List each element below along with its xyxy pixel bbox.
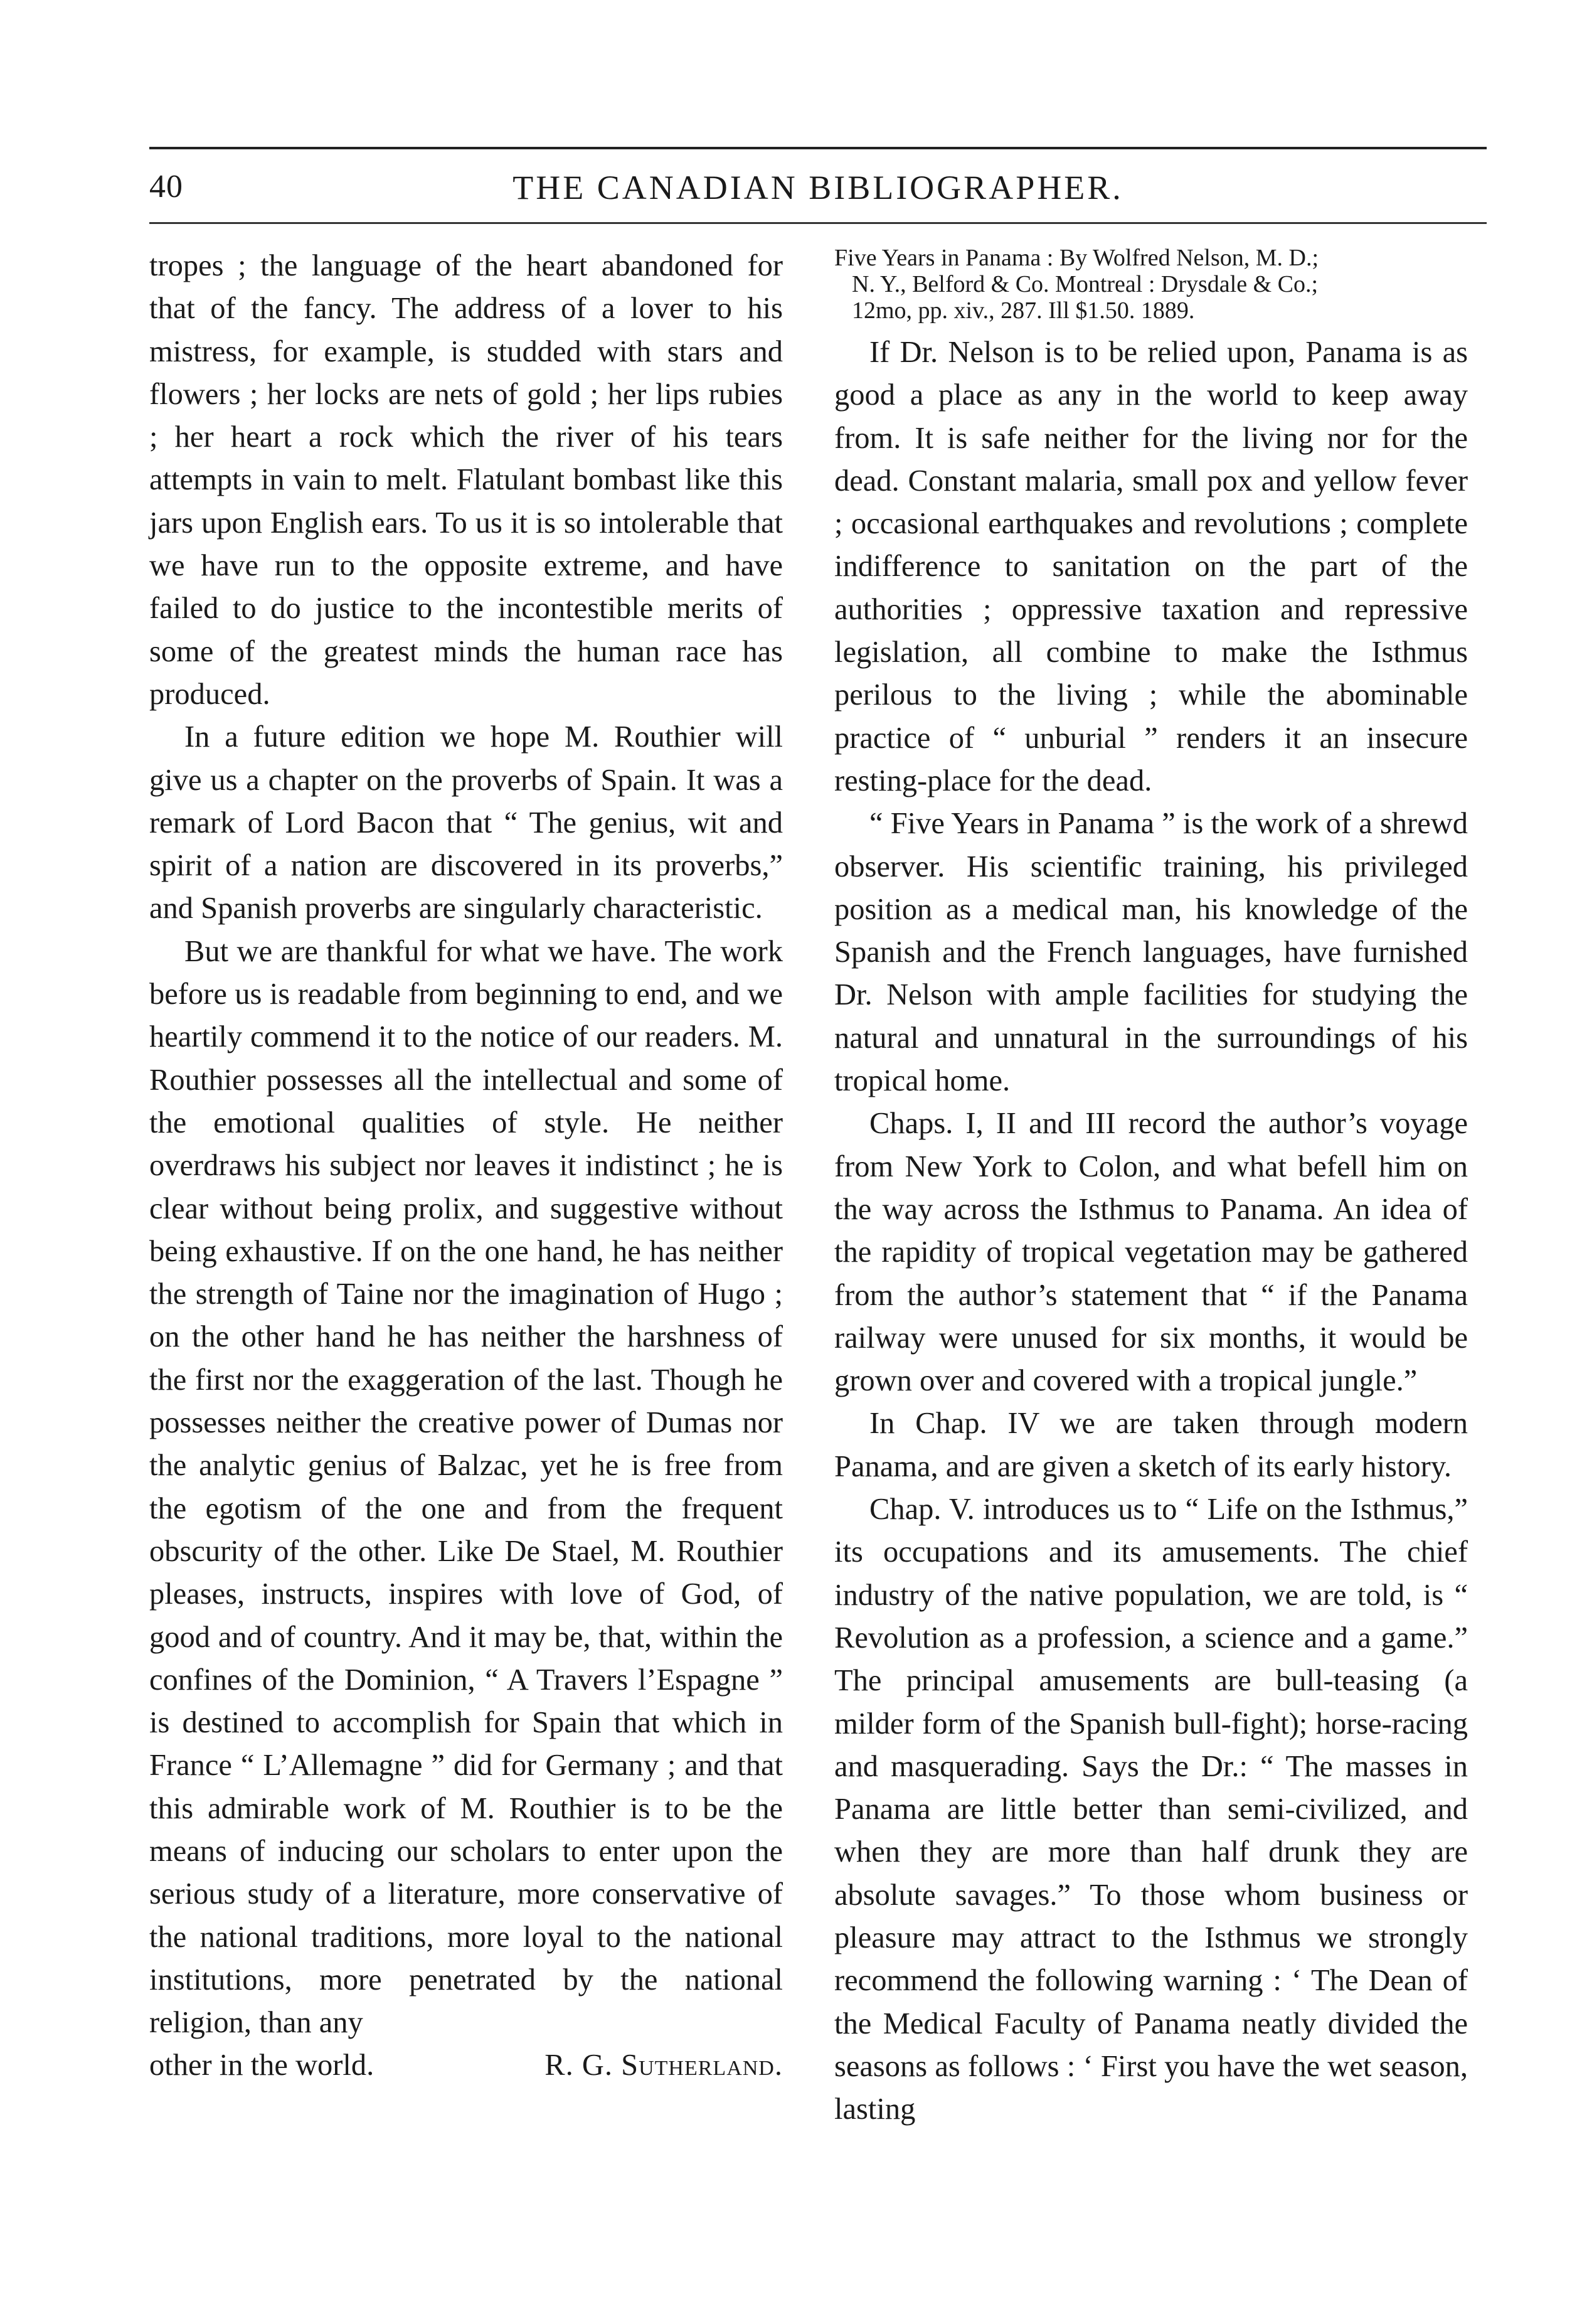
top-rule: [149, 147, 1487, 149]
right-column: [834, 245, 1468, 2131]
citation-line: 12mo, pp. xiv., 287. Ill $1.50. 1889.: [852, 297, 1195, 324]
closing-text: other in the world.: [149, 2049, 374, 2082]
page-number: 40: [149, 169, 183, 205]
left-column: [149, 245, 783, 2087]
page-header: [149, 168, 1487, 218]
book-citation: [834, 245, 1468, 324]
paragraph: In Chap. IV we are taken through modern Panama, and are given a sketch of its early history.: [834, 1407, 1468, 1483]
running-head: THE CANADIAN BIBLIOGRAPHER.: [512, 169, 1123, 206]
paragraph: tropes ; the language of the heart abandoned for that of the fancy. The address of a lover to his mistress, for example, is studded with stars and flowers ; her locks are nets of gold ; her lips rubies ; her heart a rock which the river of his tears attempts in vain to melt. Flatulant bombast like this jars upon English ears. To us it is so intolerable that we have run to the opposite extreme, and have failed to do justice to the incontestible merits of some of the greatest minds the human race has produced.: [149, 249, 783, 711]
paragraph: In a future edition we hope M. Routhier will give us a chapter on the proverbs of Spain. It was a remark of Lord Bacon that “ The genius, wit and spirit of a nation are discovered in its proverbs,” and Spanish proverbs are singularly characteristic.: [149, 720, 783, 925]
paragraph: Chap. V. introduces us to “ Life on the Isthmus,” its occupations and its amusements. The chief industry of the native population, we are told, is “ Revolution as a profession, a science and a game.” The principal amusements are bull-teasing (a milder form of the Spanish bull-fight); horse-racing and masquerading. Says the Dr.: “ The masses in Panama are little better than semi-civilized, and when they are more than half drunk they are absolute savages.” To those whom business or pleasure may attract to the Isthmus we strongly recommend the following warning : ‘ The Dean of the Medical Faculty of Panama neatly divided the seasons as follows : ‘ First you have the wet season, lasting: [834, 1493, 1468, 2126]
citation-line: Five Years in Panama : By Wolfred Nelson, M. D.;: [834, 245, 1319, 271]
paragraph: If Dr. Nelson is to be relied upon, Panama is as good a place as any in the world to keep away from. It is safe neither for the living nor for the dead. Constant malaria, small pox and yellow fever ; occasional earthquakes and revolutions ; complete indifference to sanitation on the part of the authorities ; oppressive taxation and repressive legislation, all combine to make the Isthmus perilous to the living ; while the abominable practice of “ unburial ” renders it an insecure resting-place for the dead.: [834, 336, 1468, 797]
header-rule: [149, 222, 1487, 224]
author-signature: R. G. Sutherland.: [544, 2049, 783, 2082]
paragraph: But we are thankful for what we have. The work before us is readable from beginning to end, and we heartily commend it to the notice of our readers. M. Routhier possesses all the intellectual and some of the emotional qualities of style. He neither overdraws his subject nor leaves it indistinct ; he is clear without being prolix, and suggestive without being exhaustive. If on the one hand, he has neither the strength of Taine nor the imagination of Hugo ; on the other hand he has neither the harshness of the first nor the exaggeration of the last. Though he possesses neither the creative power of Dumas nor the analytic genius of Balzac, yet he is free from the egotism of the one and from the frequent obscurity of the other. Like De Stael, M. Routhier pleases, instructs, inspires with love of God, of good and of country. And it may be, that, within the confines of the Dominion, “ A Travers l’Espagne ” is destined to accomplish for Spain that which in France “ L’Allemagne ” did for Germany ; and that this admirable work of M. Routhier is to be the means of inducing our scholars to enter upon the serious study of a literature, more conservative of the national traditions, more loyal to the national institutions, more penetrated by the national religion, than any: [149, 934, 783, 2040]
paragraph: “ Five Years in Panama ” is the work of a shrewd observer. His scientific training, his privileged position as a medical man, his knowledge of the Spanish and the French languages, have furnished Dr. Nelson with ample facilities for studying the natural and unnatural in the surroundings of his tropical home.: [834, 807, 1468, 1098]
citation-line: N. Y., Belford & Co. Montreal : Drysdale & Co.;: [852, 271, 1319, 297]
closing-line: [149, 2044, 783, 2087]
paragraph: Chaps. I, II and III record the author’s voyage from New York to Colon, and what befell him on the way across the Isthmus to Panama. An idea of the rapidity of tropical vegetation may be gathered from the author’s statement that “ if the Panama railway were unused for six months, it would be grown over and covered with a tropical jungle.”: [834, 1107, 1468, 1398]
